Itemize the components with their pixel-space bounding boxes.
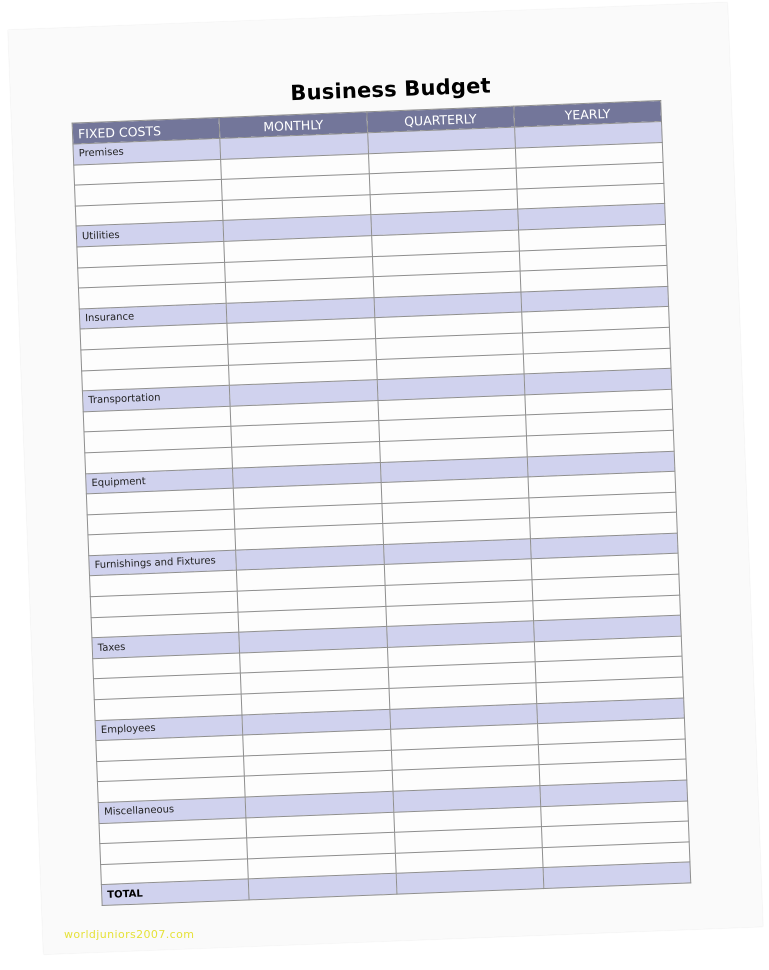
watermark-text: worldjuniors2007.com	[64, 928, 195, 941]
column-header-yearly: YEARLY	[514, 100, 662, 127]
document-title: Business Budget	[289, 73, 492, 106]
total-monthly-cell[interactable]	[249, 874, 397, 900]
section-label: Furnishings and Fixtures	[89, 550, 237, 576]
total-yearly-cell[interactable]	[543, 862, 691, 888]
section-label: Premises	[73, 138, 221, 164]
column-header-monthly: MONTHLY	[219, 112, 367, 139]
section-label: Taxes	[92, 632, 240, 658]
section-label: Transportation	[82, 385, 230, 411]
total-label: TOTAL	[101, 879, 249, 905]
section-label: Utilities	[76, 221, 224, 247]
column-header-fixed-costs: FIXED COSTS	[72, 117, 220, 144]
column-header-quarterly: QUARTERLY	[366, 106, 514, 133]
section-label: Insurance	[79, 303, 227, 329]
section-label: Employees	[95, 715, 243, 741]
total-quarterly-cell[interactable]	[396, 868, 544, 894]
budget-table	[72, 100, 692, 906]
budget-sheet	[8, 2, 763, 954]
section-label: Miscellaneous	[98, 797, 246, 823]
section-label: Equipment	[86, 468, 234, 494]
table-body	[73, 121, 690, 884]
